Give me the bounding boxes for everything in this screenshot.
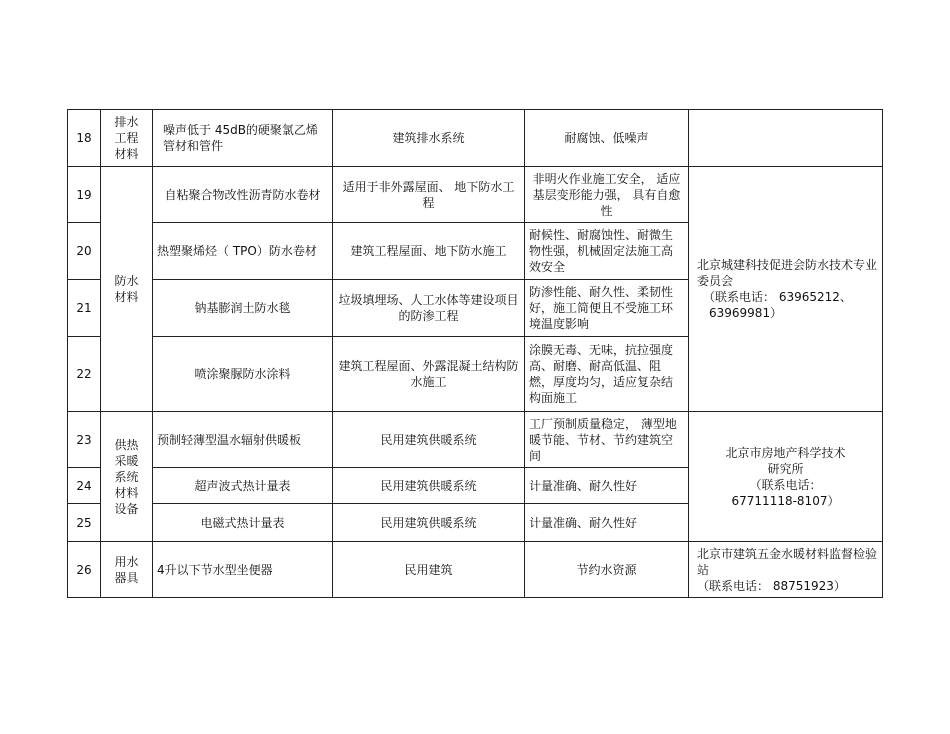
category-line: 系统 (114, 469, 139, 484)
category-line: 采暖 (114, 453, 139, 468)
category-line: 用水 (114, 554, 139, 569)
product-name: 自粘聚合物改性沥青防水卷材 (153, 167, 333, 223)
category-line: 工程 (114, 131, 139, 145)
category-line: 材料 (114, 290, 139, 304)
row-number: 20 (68, 223, 101, 280)
table-row (68, 542, 883, 598)
application-scope: 建筑工程屋面、地下防水施工 (333, 223, 525, 280)
product-features: 节约水资源 (525, 542, 689, 598)
category-line: 供热 (114, 437, 139, 452)
application-scope: 民用建筑供暖系统 (333, 504, 525, 542)
contact-org (689, 542, 883, 598)
application-scope: 民用建筑 (333, 542, 525, 598)
table-row (68, 412, 883, 468)
category-line: 设备 (114, 501, 139, 516)
product-name: 超声波式热计量表 (153, 468, 333, 504)
org-line: 北京城建科技促进会防水技术专业委员会 (697, 258, 878, 288)
product-features: 工厂预制质量稳定， 薄型地暖节能、节材、节约建筑空间 (525, 412, 689, 468)
category-line: 材料 (114, 485, 139, 500)
row-number: 21 (68, 280, 101, 337)
row-number: 25 (68, 504, 101, 542)
org-line: 北京市房地产科学技术 (725, 445, 846, 460)
product-features: 涂膜无毒、无味，抗拉强度高、耐磨、耐高低温、阻燃，厚度均匀，适应复杂结构面施工 (525, 337, 689, 412)
product-features: 耐候性、耐腐蚀性、耐微生物性强，机械固定法施工高效安全 (525, 223, 689, 280)
org-line: （联系电话： 63965212、 (703, 290, 852, 304)
org-line: 63969981） (709, 306, 783, 320)
table-row (68, 167, 883, 223)
category-cell (101, 110, 153, 167)
product-features: 计量准确、耐久性好 (525, 468, 689, 504)
category-cell (101, 412, 153, 542)
org-line: 研究所 (767, 461, 804, 476)
application-scope: 民用建筑供暖系统 (333, 468, 525, 504)
product-features: 非明火作业施工安全， 适应基层变形能力强， 具有自愈性 (525, 167, 689, 223)
contact-org (689, 110, 883, 167)
row-number: 24 (68, 468, 101, 504)
product-name: 4升以下节水型坐便器 (153, 542, 333, 598)
contact-org (689, 167, 883, 412)
contact-org (689, 412, 883, 542)
table-row (68, 110, 883, 167)
org-line: 67711118-8107） (731, 493, 840, 508)
category-line: 防水 (114, 274, 139, 288)
category-cell (101, 167, 153, 412)
product-name: 热塑聚烯烃（ TPO）防水卷材 (153, 223, 333, 280)
category-line: 器具 (114, 570, 139, 585)
category-line: 材料 (114, 147, 139, 161)
category-cell (101, 542, 153, 598)
category-line: 排水 (114, 115, 139, 129)
row-number: 23 (68, 412, 101, 468)
product-name: 喷涂聚脲防水涂料 (153, 337, 333, 412)
row-number: 22 (68, 337, 101, 412)
application-scope: 垃圾填埋场、人工水体等建设项目的防渗工程 (333, 280, 525, 337)
product-name: 噪声低于 45dB的硬聚氯乙烯管材和管件 (153, 110, 333, 167)
product-name: 电磁式热计量表 (153, 504, 333, 542)
row-number: 26 (68, 542, 101, 598)
org-line: 北京市建筑五金水暖材料监督检验站 (697, 546, 878, 577)
org-line: （联系电话： (749, 477, 822, 492)
product-name: 钠基膨润土防水毯 (153, 280, 333, 337)
row-number: 19 (68, 167, 101, 223)
application-scope: 适用于非外露屋面、 地下防水工程 (333, 167, 525, 223)
materials-table (67, 109, 883, 598)
application-scope: 建筑工程屋面、外露混凝土结构防水施工 (333, 337, 525, 412)
application-scope: 建筑排水系统 (333, 110, 525, 167)
product-features: 防渗性能、耐久性、柔韧性好，施工简便且不受施工环境温度影响 (525, 280, 689, 337)
product-features: 耐腐蚀、低噪声 (525, 110, 689, 167)
row-number: 18 (68, 110, 101, 167)
product-features: 计量准确、耐久性好 (525, 504, 689, 542)
application-scope: 民用建筑供暖系统 (333, 412, 525, 468)
org-line: （联系电话： 88751923） (697, 578, 846, 593)
product-name: 预制轻薄型温水辐射供暖板 (153, 412, 333, 468)
